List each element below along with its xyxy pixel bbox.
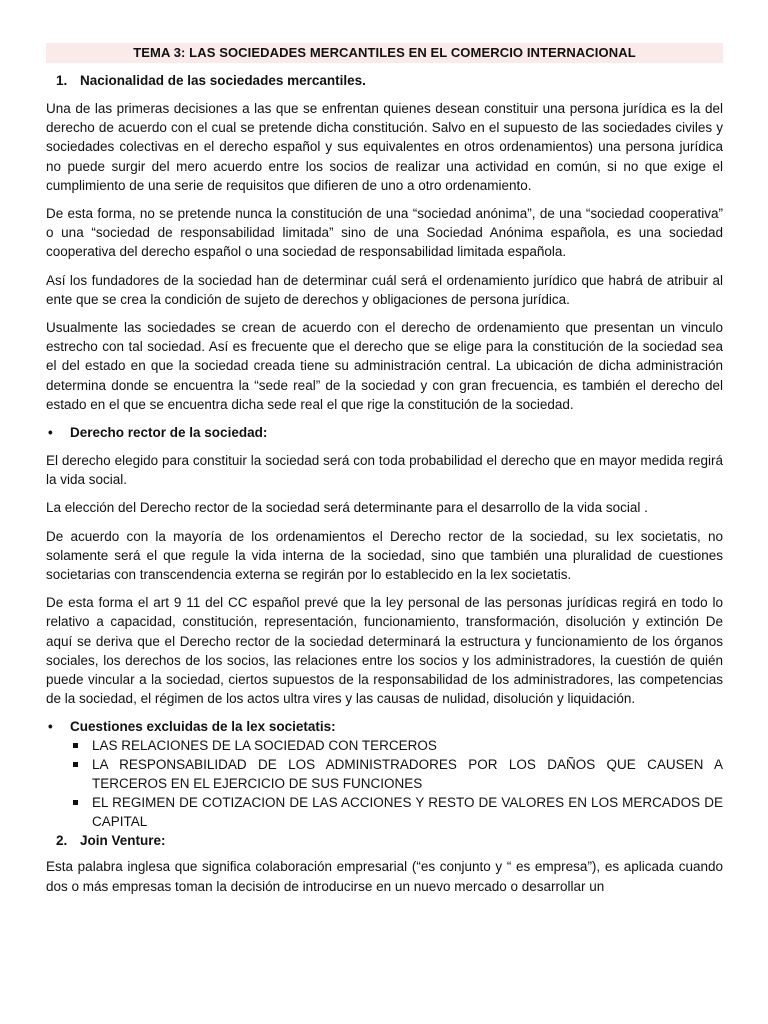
square-bullet-icon	[73, 762, 78, 767]
bullet-icon: •	[48, 719, 53, 735]
document-title: TEMA 3: LAS SOCIEDADES MERCANTILES EN EL COMERCIO INTERNACIONAL	[46, 43, 723, 63]
excluded-list	[46, 736, 723, 831]
paragraph: Una de las primeras decisiones a las que se enfrentan quienes desean constituir una persona jurídica es la del derecho de acuerdo con el cual se pretende dicha constitución. Salvo en el supuesto de las sociedades civiles y sociedades colectivas en el derecho español y sus equivalentes en otros ordenamientos) una persona jurídica no puede surgir del mero acuerdo entre los socios de realizar una actividad en común, si no que exige el cumplimiento de una serie de requisitos que difieren de uno a otro ordenamiento.	[46, 101, 723, 193]
list-item	[70, 793, 723, 831]
section-number: 1.	[56, 73, 68, 88]
list-item-text: LAS RELACIONES DE LA SOCIEDAD CON TERCEROS	[92, 738, 437, 754]
paragraph: El derecho elegido para constituir la sociedad será con toda probabilidad el derecho que en mayor medida regirá la vida social.	[46, 453, 723, 488]
square-bullet-icon	[73, 800, 78, 805]
list-item-text: LA RESPONSABILIDAD DE LOS ADMINISTRADORES POR LOS DAÑOS QUE CAUSEN A TERCEROS EN EL EJERCICIO DE SUS FUNCIONES	[92, 757, 723, 792]
section-number: 2.	[56, 833, 68, 849]
bullet-cuestiones-excluidas	[46, 717, 723, 736]
square-bullet-icon	[73, 743, 78, 748]
paragraph: De esta forma, no se pretende nunca la constitución de una “sociedad anónima”, de una “sociedad cooperativa” o una “sociedad de responsabilidad limitada” sino de una Sociedad Anónima española, es una sociedad cooperativa del derecho español o una sociedad de responsabilidad limitada española.	[46, 206, 723, 260]
document-body	[46, 43, 723, 896]
section-heading-text: Join Venture:	[80, 833, 166, 849]
section-heading-1	[46, 71, 723, 90]
section-heading-2	[46, 831, 723, 850]
bullet-label: Cuestiones excluidas de la lex societatis:	[70, 719, 336, 735]
bullet-derecho-rector	[46, 423, 723, 442]
paragraph: La elección del Derecho rector de la sociedad será determinante para el desarrollo de la vida social .	[46, 500, 648, 516]
bullet-icon: •	[48, 425, 53, 441]
bullet-label: Derecho rector de la sociedad:	[70, 425, 268, 441]
paragraph: De acuerdo con la mayoría de los ordenamientos el Derecho rector de la sociedad, su lex societatis, no solamente será el que regule la vida interna de la sociedad, sino que también una pluralidad de cuestiones societarias con transcendencia externa se regirán por lo establecido en la lex societatis.	[46, 528, 723, 583]
paragraph: Usualmente las sociedades se crean de acuerdo con el derecho de ordenamiento que presentan un vinculo estrecho con tal sociedad. Así es frecuente que el derecho que se elige para la constitución de la sociedad sea el del estado en que la sociedad creada tiene su administración central. La ubicación de dicha administración determina donde se encuentra la “sede real” de la sociedad y con gran frecuencia, es también el derecho del estado en el que se encuentra dicha sede real el que rige la constitución de la sociedad.	[46, 320, 723, 412]
section-heading-text: Nacionalidad de las sociedades mercantiles.	[80, 73, 366, 88]
list-item-text: EL REGIMEN DE COTIZACION DE LAS ACCIONES Y RESTO DE VALORES EN LOS MERCADOS DE CAPITAL	[92, 795, 723, 830]
paragraph: Así los fundadores de la sociedad han de determinar cuál será el ordenamiento jurídico que habrá de atribuir al ente que se crea la condición de sujeto de derechos y obligaciones de persona jurídica.	[46, 272, 723, 307]
list-item	[70, 736, 723, 755]
list-item	[70, 755, 723, 793]
paragraph: De esta forma el art 9 11 del CC español prevé que la ley personal de las personas jurídicas regirá en todo lo relativo a capacidad, constitución, representación, funcionamiento, transformación, disolución y extinción De aquí se deriva que el Derecho rector de la sociedad determinará la estructura y funcionamiento de los órganos sociales, los derechos de los socios, las relaciones entre los socios y los administradores, la cuestión de quién puede vincular a la sociedad, ciertos supuestos de la responsabilidad de los administradores, las competencias de la sociedad, el régimen de los actos ultra vires y las causas de nulidad, disolución y liquidación.	[46, 595, 723, 707]
paragraph: Esta palabra inglesa que significa colaboración empresarial (“es conjunto y “ es empresa”), es aplicada cuando dos o más empresas toman la decisión de introducirse en un nuevo mercado o desarrollar un	[46, 859, 723, 894]
